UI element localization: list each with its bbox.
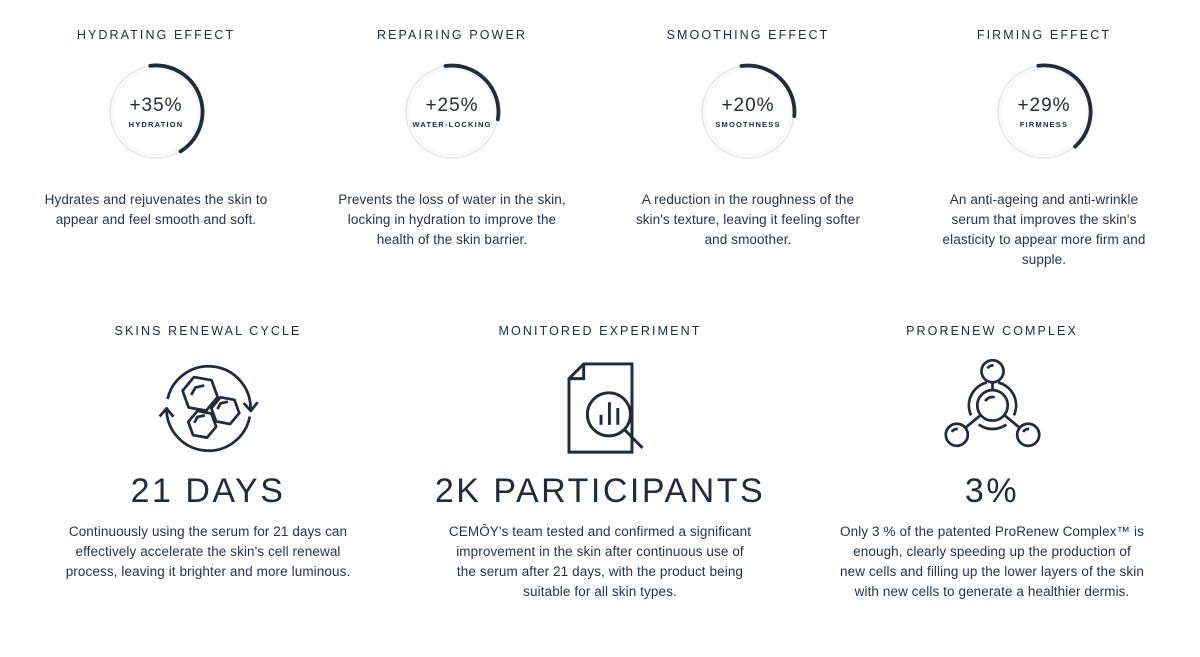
gauge-stats-row (0, 0, 1200, 270)
gauge-metric: FIRMNESS (1019, 120, 1069, 129)
gauge-value: +35% (129, 95, 183, 116)
stat-card-title: REPAIRING POWER (376, 28, 528, 42)
gauge-metric: SMOOTHNESS (715, 120, 781, 129)
firmness-gauge (994, 62, 1094, 162)
stat-card-firming (896, 28, 1192, 270)
gauge-value: +29% (1017, 95, 1071, 116)
molecule-icon (940, 355, 1045, 460)
stat-card-title: FIRMING EFFECT (976, 28, 1112, 42)
fact-card-title: SKINS RENEWAL CYCLE (114, 324, 302, 338)
fact-card-description: Only 3 % of the patented ProRenew Complex™ is enough, clearly speeding up the production of new cells and filling up the lower layers of the skin with new cells to generate a healthier dermis. (840, 524, 1144, 599)
fact-card-title: MONITORED EXPERIMENT (498, 324, 702, 338)
fact-card-monitored-experiment (404, 324, 796, 602)
renewal-cycle-icon (156, 355, 261, 460)
gauge-value: +20% (721, 95, 775, 116)
fact-card-title: PRORENEW COMPLEX (906, 324, 1078, 338)
stat-card-repairing (304, 28, 600, 270)
stat-card-hydrating (8, 28, 304, 270)
water-locking-gauge (402, 62, 502, 162)
document-search-icon (548, 355, 653, 460)
fact-card-renewal-cycle (12, 324, 404, 602)
stat-card-title: SMOOTHING EFFECT (666, 28, 830, 42)
stat-card-description: An anti-ageing and anti-wrinkle serum that improves the skin's elasticity to appear more firm and supple. (942, 192, 1146, 267)
fact-card-prorenew-complex (796, 324, 1188, 602)
smoothness-gauge (698, 62, 798, 162)
stat-card-description: Prevents the loss of water in the skin, locking in hydration to improve the health of the skin barrier. (338, 192, 566, 247)
facts-row (0, 270, 1200, 602)
stat-card-description: A reduction in the roughness of the skin's texture, leaving it feeling softer and smoother. (635, 192, 861, 247)
hydration-gauge (106, 62, 206, 162)
fact-stat-value: 2K PARTICIPANTS (434, 472, 766, 510)
stat-card-description: Hydrates and rejuvenates the skin to appear and feel smooth and soft. (44, 192, 268, 227)
stat-card-title: HYDRATING EFFECT (76, 28, 236, 42)
fact-stat-value: 3% (964, 472, 1020, 510)
gauge-metric: HYDRATION (128, 120, 184, 129)
gauge-metric: WATER-LOCKING (412, 120, 492, 129)
fact-card-description: CEMÔY's team tested and confirmed a significant improvement in the skin after continuous use of the serum after 21 days, with the product being suitable for all skin types. (448, 524, 752, 599)
gauge-value: +25% (425, 95, 479, 116)
fact-stat-value: 21 DAYS (130, 472, 286, 510)
fact-card-description: Continuously using the serum for 21 days can effectively accelerate the skin's cell renewal process, leaving it brighter and more luminous. (65, 524, 351, 579)
stat-card-smoothing (600, 28, 896, 270)
